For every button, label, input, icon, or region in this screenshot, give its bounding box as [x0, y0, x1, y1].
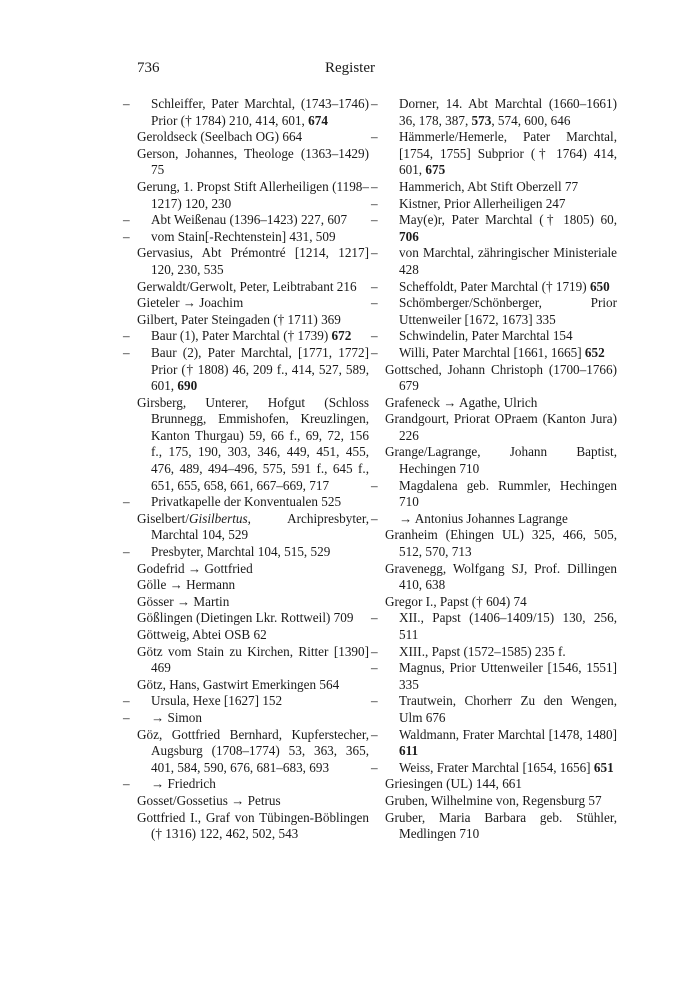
index-entry: [385, 561, 617, 594]
index-entry: [385, 793, 617, 810]
entry-text: Gottsched, Johann Christoph (1700–1766) 679: [385, 361, 617, 394]
entry-text: Hammerich, Abt Stift Oberzell 77: [399, 178, 579, 194]
subentry-dash: –: [371, 759, 378, 775]
running-head: Register: [325, 60, 375, 76]
index-entry: [137, 810, 369, 843]
page-ref-bold: 690: [177, 378, 198, 394]
entry-text: von Marchtal, zähringischer Ministeriale 428: [399, 245, 617, 277]
page-ref-bold: 674: [308, 112, 328, 128]
index-subentry: [371, 96, 617, 129]
index-entry: [137, 610, 369, 627]
index-entry: [137, 644, 369, 677]
index-subentry: [123, 544, 369, 561]
entry-text: Gößlingen (Dietingen Lkr. Rottweil) 709: [137, 610, 354, 626]
index-subentry: [371, 195, 617, 213]
entry-text: Willi, Pater Marchtal [1661, 1665]: [399, 344, 585, 360]
index-subentry: [371, 278, 617, 296]
index-subentry: [123, 776, 369, 793]
entry-text: Gosset/Gossetius → Petrus: [137, 792, 281, 808]
entry-text: Presbyter, Marchtal 104, 515, 529: [151, 544, 331, 560]
entry-text: Schwindelin, Pater Marchtal 154: [399, 328, 573, 344]
entry-text: → Antonius Johannes Lagrange: [399, 510, 568, 526]
index-entry: [137, 146, 369, 179]
entry-text: May(e)r, Pater Marchtal († 1805) 60,: [399, 212, 617, 228]
index-subentry: [123, 494, 369, 511]
index-subentry: [371, 129, 617, 179]
entry-text: Godefrid → Gottfried: [137, 560, 253, 576]
page-ref-bold: 706: [399, 228, 419, 244]
entry-text: Granheim (Ehingen UL) 325, 466, 505, 512, 570, 713: [385, 527, 617, 560]
entry-text: Gruber, Maria Barbara geb. Stühler, Medlingen 710: [385, 809, 617, 842]
index-entry: [137, 594, 369, 611]
subentry-dash: –: [371, 344, 378, 360]
entry-text: Gölle → Hermann: [137, 577, 236, 593]
entry-text-italic: Gisilbertus: [189, 510, 248, 526]
index-entry: [385, 594, 617, 611]
subentry-dash: –: [371, 245, 378, 261]
subentry-dash: –: [371, 643, 378, 659]
index-subentry: [123, 96, 369, 129]
entry-text: Magnus, Prior Uttenweiler [1546, 1551] 335: [399, 660, 617, 692]
index-entry: [137, 245, 369, 278]
index-subentry: [371, 212, 617, 245]
entry-text: Magdalena geb. Rummler, Hechingen 710: [399, 477, 617, 510]
index-subentry: [371, 759, 617, 777]
subentry-dash: –: [371, 610, 378, 626]
entry-text: Weiss, Frater Marchtal [1654, 1656]: [399, 759, 594, 775]
index-entry: [137, 395, 369, 495]
index-subentry: [123, 709, 369, 727]
index-subentry: [371, 693, 617, 726]
entry-text: → Friedrich: [151, 776, 216, 792]
index-entry: [137, 312, 369, 329]
entry-text: Schömberger/Schönberger, Prior Uttenweiler [1672, 1673] 335: [399, 295, 617, 327]
index-entry: [385, 444, 617, 477]
index-subentry: [371, 643, 617, 661]
index-column-right: [371, 96, 617, 843]
entry-text: Abt Weißenau (1396–1423) 227, 607: [151, 212, 348, 228]
entry-text: Grafeneck → Agathe, Ulrich: [385, 394, 538, 410]
entry-text: Scheffoldt, Pater Marchtal († 1719): [399, 278, 590, 294]
entry-text: Ursula, Hexe [1627] 152: [151, 693, 283, 709]
index-entry: [137, 295, 369, 312]
index-subentry: [371, 245, 617, 278]
subentry-dash: –: [371, 295, 378, 311]
page-ref-bold: 672: [331, 328, 352, 344]
entry-text: Gervasius, Abt Prémontré [1214, 1217] 120, 230, 535: [137, 245, 369, 277]
index-subentry: [371, 610, 617, 643]
index-entry: [385, 776, 617, 793]
page-ref-bold: 650: [589, 278, 610, 294]
subentry-dash: –: [371, 96, 378, 111]
index-entry: [385, 362, 617, 395]
subentry-dash: –: [371, 129, 378, 145]
entry-text: Giselbert/: [137, 510, 190, 526]
entry-text: Gerson, Johannes, Theologe (1363–1429) 75: [137, 145, 369, 178]
index-subentry: [371, 328, 617, 345]
entry-text: Waldmann, Frater Marchtal [1478, 1480]: [399, 726, 617, 742]
subentry-dash: –: [123, 709, 130, 725]
entry-text: Gilbert, Pater Steingaden († 1711) 369: [137, 311, 341, 327]
index-entry: [385, 411, 617, 444]
index-subentry: [123, 693, 369, 710]
entry-text: Gottfried I., Graf von Tübingen-Böblingen († 1316) 122, 462, 502, 543: [137, 809, 369, 842]
index-subentry: [123, 328, 369, 345]
index-entry: [137, 179, 369, 212]
entry-text: Gravenegg, Wolfgang SJ, Prof. Dillingen 410, 638: [385, 560, 617, 593]
entry-text: Griesingen (UL) 144, 661: [385, 776, 522, 792]
index-subentry: [371, 726, 617, 760]
entry-text: Gerung, 1. Propst Stift Allerheiligen (1198–1217) 120, 230: [137, 178, 369, 211]
subentry-dash: –: [123, 544, 130, 560]
subentry-dash: –: [371, 328, 378, 344]
page-number: 736: [137, 60, 160, 76]
entry-text: , 574, 600, 646: [491, 112, 571, 128]
page-ref-bold: 611: [399, 743, 419, 759]
subentry-dash: –: [123, 494, 130, 510]
entry-text: Gösser → Martin: [137, 593, 230, 609]
index-entry: [137, 727, 369, 777]
index-entry: [137, 627, 369, 644]
entry-text: Gregor I., Papst († 604) 74: [385, 593, 527, 609]
entry-text: Göz, Gottfried Bernhard, Kupferstecher, Augsburg (1708–1774) 53, 363, 365, 401, 584, 590, 676, 681–683, 693: [137, 726, 369, 775]
entry-text: Gruben, Wilhelmine von, Regensburg 57: [385, 792, 602, 808]
entry-text: vom Stain[-Rechtenstein] 431, 509: [151, 228, 336, 244]
entry-text: Baur (1), Pater Marchtal († 1739): [151, 328, 332, 344]
entry-text: Gerwaldt/Gerwolt, Peter, Leibtrabant 216: [137, 278, 357, 294]
entry-text: Girsberg, Unterer, Hofgut (Schloss Brunnegg, Emmishofen, Kreuzlingen, Kanton Thurgau) 59, 66 f., 69, 72, 156 f., 175, 190, 303, 346, 449, 451, 455, 476, 489, 494–496, 575, 591 f., 645 f., 651, 655, 658, 661, 667–669, 717: [137, 394, 369, 493]
index-subentry: [123, 212, 369, 229]
entry-text: Trautwein, Chorherr Zu den Wengen, Ulm 676: [399, 693, 617, 725]
index-entry: [137, 793, 369, 810]
index-subentry: [371, 660, 617, 693]
index-entry: [385, 395, 617, 412]
subentry-dash: –: [371, 660, 378, 676]
subentry-dash: –: [371, 510, 378, 526]
index-subentry: [123, 228, 369, 246]
index-subentry: [123, 344, 369, 395]
entry-text: → Simon: [151, 709, 202, 725]
index-entry: [137, 279, 369, 296]
index-column-left: [123, 96, 369, 843]
subentry-dash: –: [123, 228, 130, 244]
entry-text: Kistner, Prior Allerheiligen 247: [399, 195, 566, 211]
index-entry: [137, 577, 369, 594]
index-entry: [137, 129, 369, 146]
index-entry: [385, 527, 617, 560]
subentry-dash: –: [123, 212, 130, 228]
entry-text: Privatkapelle der Konventualen 525: [151, 494, 342, 510]
index-subentry: [371, 178, 617, 196]
subentry-dash: –: [123, 344, 130, 360]
entry-text: XII., Papst (1406–1409/15) 130, 256, 511: [399, 610, 617, 642]
entry-text: Grange/Lagrange, Johann Baptist, Hechingen 710: [385, 444, 617, 477]
index-entry: [137, 511, 369, 544]
subentry-dash: –: [371, 178, 378, 194]
entry-text: , Archipresbyter, Marchtal 104, 529: [151, 510, 369, 543]
subentry-dash: –: [123, 693, 130, 709]
entry-text: Götz vom Stain zu Kirchen, Ritter [1390] 469: [137, 643, 369, 676]
page-ref-bold: 652: [584, 344, 605, 360]
entry-text: Gieteler → Joachim: [137, 295, 244, 311]
page-ref-bold: 573: [471, 112, 492, 128]
entry-text: XIII., Papst (1572–1585) 235 f.: [399, 643, 566, 659]
subentry-dash: –: [371, 212, 378, 228]
index-entry: [137, 561, 369, 578]
index-subentry: [371, 295, 617, 328]
index-subentry: [371, 477, 617, 511]
entry-text: Grandgourt, Priorat OPraem (Kanton Jura) 226: [385, 411, 617, 443]
subentry-dash: –: [371, 693, 378, 709]
subentry-dash: –: [371, 477, 378, 493]
index-subentry: [371, 510, 617, 528]
subentry-dash: –: [123, 776, 130, 792]
subentry-dash: –: [371, 195, 378, 211]
page-ref-bold: 675: [425, 162, 446, 178]
entry-text: Dorner, 14. Abt Marchtal (1660–1661) 36, 178, 387,: [399, 96, 617, 128]
index-subentry: [371, 344, 617, 362]
index-entry: [385, 810, 617, 843]
entry-text: Schleiffer, Pater Marchtal, (1743–1746) Prior († 1784) 210, 414, 601,: [151, 96, 369, 128]
entry-text: Hämmerle/Hemerle, Pater Marchtal, [1754, 1755] Subprior († 1764) 414, 601,: [399, 129, 617, 178]
page-ref-bold: 651: [593, 759, 614, 775]
subentry-dash: –: [123, 328, 130, 344]
entry-text: Baur (2), Pater Marchtal, [1771, 1772] Prior († 1808) 46, 209 f., 414, 527, 589, 601,: [151, 344, 369, 394]
entry-text: Götz, Hans, Gastwirt Emerkingen 564: [137, 676, 340, 692]
subentry-dash: –: [371, 278, 378, 294]
index-entry: [137, 677, 369, 694]
entry-text: Geroldseck (Seelbach OG) 664: [137, 129, 303, 145]
subentry-dash: –: [123, 96, 130, 111]
entry-text: Göttweig, Abtei OSB 62: [137, 627, 267, 642]
subentry-dash: –: [371, 726, 378, 742]
